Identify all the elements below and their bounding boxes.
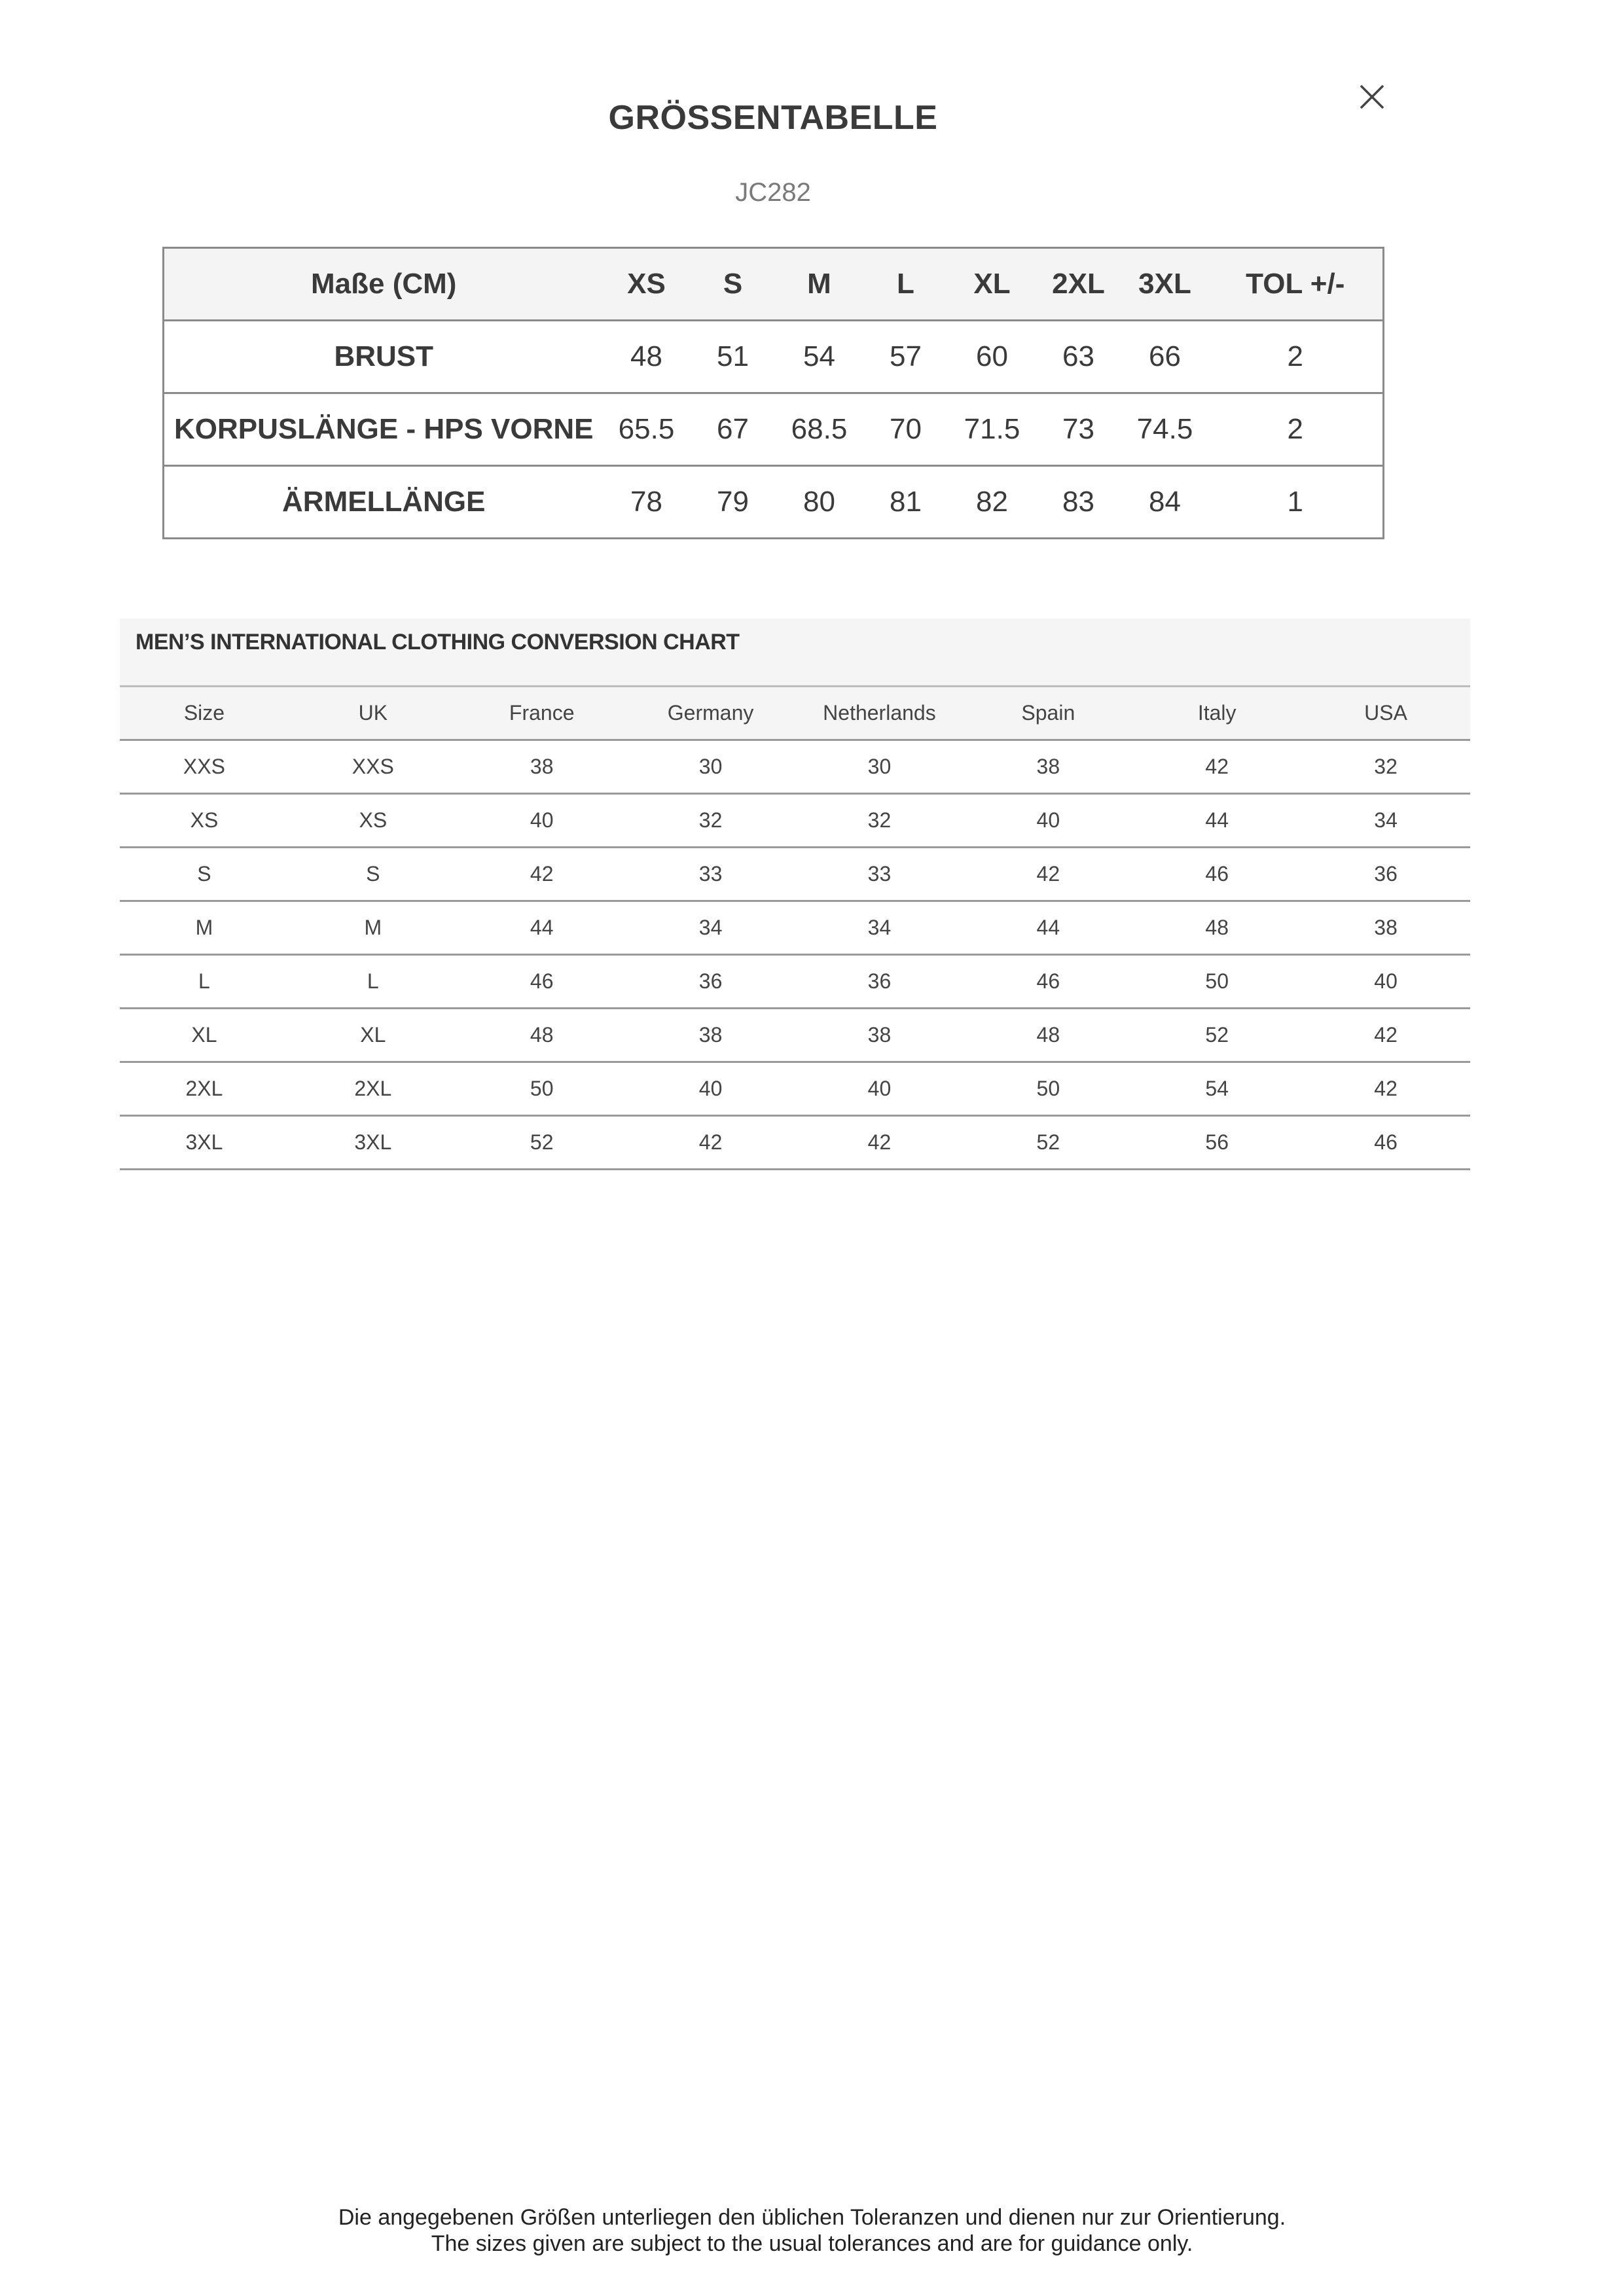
cell: 38 <box>1374 916 1398 939</box>
table-row <box>120 1062 1470 1116</box>
cell: 33 <box>867 862 892 886</box>
cell: 42 <box>1036 862 1060 886</box>
close-button[interactable] <box>1355 80 1389 114</box>
conversion-chart <box>120 619 1470 1170</box>
cell: 30 <box>867 755 892 778</box>
table-row <box>120 848 1470 901</box>
cell: 38 <box>1036 755 1060 778</box>
table-row <box>120 1009 1470 1062</box>
column-header: UK <box>358 701 388 725</box>
tolerance-cell: 1 <box>1287 486 1303 518</box>
cell: 34 <box>698 916 723 939</box>
cell: 48 <box>630 340 662 372</box>
cell: XXS <box>352 755 394 778</box>
table-row <box>120 901 1470 955</box>
cell: M <box>195 916 213 939</box>
cell: 34 <box>867 916 892 939</box>
cell: 57 <box>890 340 922 372</box>
cell: 74.5 <box>1136 413 1193 445</box>
footer-note <box>0 2204 1624 2257</box>
cell: 80 <box>803 486 835 518</box>
cell: 44 <box>1205 808 1229 832</box>
cell: 38 <box>698 1023 723 1047</box>
cell: 63 <box>1062 340 1094 372</box>
cell: 32 <box>1374 755 1398 778</box>
size-table-header-row <box>164 248 1384 321</box>
column-header: 3XL <box>1138 268 1191 300</box>
conversion-chart-title: MEN’S INTERNATIONAL CLOTHING CONVERSION CHART <box>120 619 1470 685</box>
table-row <box>164 393 1384 466</box>
cell: 54 <box>803 340 835 372</box>
cell: 3XL <box>354 1130 392 1154</box>
cell: 38 <box>530 755 554 778</box>
cell: 84 <box>1149 486 1181 518</box>
column-header: M <box>807 268 831 300</box>
conversion-table <box>120 685 1470 1170</box>
row-label: BRUST <box>334 340 434 372</box>
table-row <box>164 466 1384 539</box>
cell: 73 <box>1062 413 1094 445</box>
column-header: XL <box>973 268 1011 300</box>
cell: 66 <box>1149 340 1181 372</box>
column-header: L <box>897 268 914 300</box>
column-header: Spain <box>1021 701 1075 725</box>
cell: S <box>366 862 380 886</box>
tolerance-cell: 2 <box>1287 340 1303 372</box>
cell: 52 <box>1205 1023 1229 1047</box>
row-label: ÄRMELLÄNGE <box>282 486 486 518</box>
cell: 38 <box>867 1023 892 1047</box>
cell: 40 <box>867 1077 892 1100</box>
cell: L <box>198 969 210 993</box>
footer-line-en: The sizes given are subject to the usual tolerances and are for guidance only. <box>431 2231 1193 2256</box>
cell: 54 <box>1205 1077 1229 1100</box>
product-code: JC282 <box>735 178 811 207</box>
table-row <box>120 955 1470 1009</box>
cell: 51 <box>717 340 749 372</box>
cell: 32 <box>867 808 892 832</box>
cell: 48 <box>1036 1023 1060 1047</box>
cell: 56 <box>1205 1130 1229 1154</box>
cell: 44 <box>530 916 554 939</box>
cell: L <box>367 969 379 993</box>
cell: 48 <box>1205 916 1229 939</box>
column-header: Germany <box>667 701 754 725</box>
cell: XXS <box>183 755 225 778</box>
cell: 46 <box>1036 969 1060 993</box>
cell: 42 <box>1205 755 1229 778</box>
cell: 40 <box>1036 808 1060 832</box>
cell: 42 <box>530 862 554 886</box>
cell: 50 <box>1205 969 1229 993</box>
cell: 68.5 <box>791 413 848 445</box>
table-row <box>120 740 1470 794</box>
cell: 67 <box>717 413 749 445</box>
cell: 40 <box>698 1077 723 1100</box>
cell: 82 <box>976 486 1008 518</box>
cell: 46 <box>530 969 554 993</box>
cell: XL <box>191 1023 217 1047</box>
cell: 48 <box>530 1023 554 1047</box>
cell: 36 <box>698 969 723 993</box>
page-title: GRÖSSENTABELLE <box>608 99 938 137</box>
row-label: KORPUSLÄNGE - HPS VORNE <box>173 413 594 445</box>
table-row <box>120 1116 1470 1170</box>
cell: M <box>364 916 382 939</box>
column-header: Size <box>183 701 225 725</box>
cell: 40 <box>530 808 554 832</box>
cell: 52 <box>530 1130 554 1154</box>
cell: S <box>197 862 211 886</box>
cell: 78 <box>630 486 662 518</box>
cell: 70 <box>890 413 922 445</box>
cell: XL <box>360 1023 386 1047</box>
column-header: Italy <box>1197 701 1236 725</box>
cell: 46 <box>1205 862 1229 886</box>
close-icon[interactable] <box>1355 80 1389 114</box>
cell: 42 <box>1374 1077 1398 1100</box>
column-header: Netherlands <box>823 701 936 725</box>
cell: 34 <box>1374 808 1398 832</box>
cell: 60 <box>976 340 1008 372</box>
cell: 52 <box>1036 1130 1060 1154</box>
cell: 33 <box>698 862 723 886</box>
column-header: TOL +/- <box>1246 268 1345 300</box>
cell: 42 <box>698 1130 723 1154</box>
cell: 65.5 <box>618 413 675 445</box>
cell: 40 <box>1374 969 1398 993</box>
size-table <box>162 247 1384 539</box>
cell: 50 <box>1036 1077 1060 1100</box>
cell: XS <box>359 808 388 832</box>
cell: 3XL <box>185 1130 223 1154</box>
column-header: S <box>723 268 743 300</box>
cell: 42 <box>867 1130 892 1154</box>
cell: 36 <box>867 969 892 993</box>
cell: XS <box>190 808 219 832</box>
table-row <box>164 321 1384 393</box>
cell: 32 <box>698 808 723 832</box>
cell: 81 <box>890 486 922 518</box>
cell: 83 <box>1062 486 1094 518</box>
cell: 30 <box>698 755 723 778</box>
cell: 42 <box>1374 1023 1398 1047</box>
column-header: France <box>509 701 575 725</box>
column-header: USA <box>1364 701 1407 725</box>
conversion-header-row <box>120 687 1470 740</box>
tolerance-cell: 2 <box>1287 413 1303 445</box>
cell: 46 <box>1374 1130 1398 1154</box>
cell: 71.5 <box>964 413 1020 445</box>
column-header: XS <box>627 268 666 300</box>
cell: 50 <box>530 1077 554 1100</box>
footer-line-de: Die angegebenen Größen unterliegen den üblichen Toleranzen und dienen nur zur Orientierung. <box>338 2205 1286 2230</box>
cell: 2XL <box>354 1077 392 1100</box>
cell: 2XL <box>185 1077 223 1100</box>
column-header: Maße (CM) <box>311 268 457 300</box>
column-header: 2XL <box>1052 268 1105 300</box>
cell: 79 <box>717 486 749 518</box>
cell: 36 <box>1374 862 1398 886</box>
table-row <box>120 794 1470 848</box>
cell: 44 <box>1036 916 1060 939</box>
